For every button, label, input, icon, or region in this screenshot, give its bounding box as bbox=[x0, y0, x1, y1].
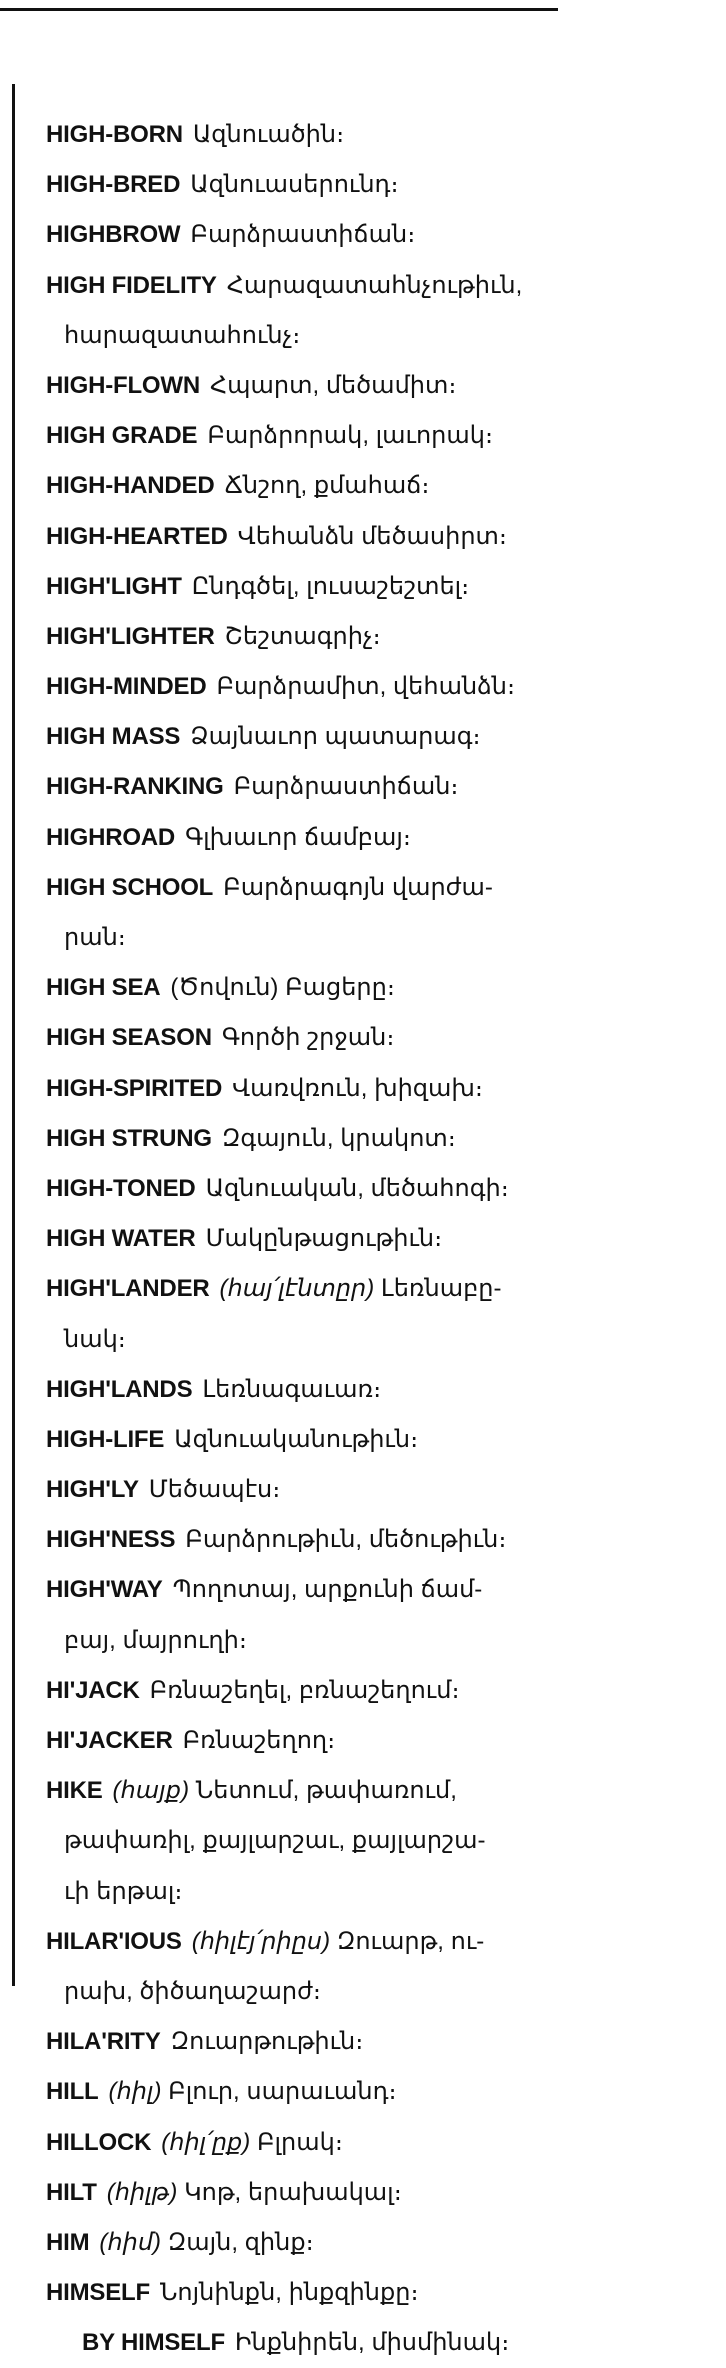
entry-definition: Լեռնագաւառ։ bbox=[202, 1375, 382, 1403]
dictionary-entry bbox=[46, 210, 714, 260]
entry-headword: HIGH SCHOOL bbox=[46, 873, 214, 901]
entry-pronunciation: (հիլ՛ըք) bbox=[161, 2128, 251, 2156]
entry-pronunciation: (հիլթ) bbox=[106, 2178, 178, 2206]
dictionary-entry bbox=[46, 1917, 714, 1967]
entry-definition: Զուարթութիւն։ bbox=[170, 2028, 364, 2056]
entry-headword: HIKE bbox=[46, 1777, 103, 1805]
dictionary-entry bbox=[46, 562, 714, 612]
dictionary-entry bbox=[46, 863, 714, 913]
entry-definition: Բարձրամիտ, վեհանձն։ bbox=[216, 673, 516, 701]
left-column-rule bbox=[12, 84, 15, 1986]
entry-definition: Նոյնինքն, ինքզինքը։ bbox=[159, 2279, 419, 2307]
entry-headword: HILA'RITY bbox=[46, 2028, 161, 2056]
entry-definition: Գործի շրջան։ bbox=[221, 1024, 395, 1052]
entry-headword: HIGH'NESS bbox=[46, 1526, 176, 1554]
entry-headword: HIGH-FLOWN bbox=[46, 371, 200, 399]
entry-headword: HIGH'LANDS bbox=[46, 1375, 193, 1403]
entry-definition: Ճնշող, քմահաճ։ bbox=[224, 472, 430, 500]
entry-continuation: ւի երթալ։ bbox=[64, 1877, 183, 1905]
dictionary-entry bbox=[46, 361, 714, 411]
entry-definition: Լեռնաբը- bbox=[380, 1275, 502, 1303]
dictionary-entry bbox=[46, 461, 714, 511]
dictionary-entry bbox=[46, 110, 714, 160]
entry-headword: HIGH-MINDED bbox=[46, 673, 207, 701]
entry-definition: Շեշտագրիչ։ bbox=[224, 622, 381, 650]
entry-headword: HILAR'IOUS bbox=[46, 1927, 182, 1955]
entry-continuation: թափառիլ, քայլարշաւ, քայլարշա- bbox=[64, 1827, 486, 1855]
entry-definition: Բարձրաստիճան։ bbox=[233, 773, 459, 801]
entry-definition: Վեհանձն մեծասիրտ։ bbox=[237, 522, 507, 550]
entry-pronunciation: (հայ՛լէնտըր) bbox=[219, 1275, 375, 1303]
entry-definition: Զգայուն, կրակոտ։ bbox=[221, 1124, 456, 1152]
entry-continuation: րախ, ծիծաղաշարժ։ bbox=[64, 1977, 321, 2005]
entry-headword: HIGH-TONED bbox=[46, 1174, 196, 1202]
dictionary-entry bbox=[46, 160, 714, 210]
dictionary-entry bbox=[46, 1064, 714, 1114]
dictionary-entry bbox=[46, 762, 714, 812]
dictionary-entry bbox=[46, 1565, 714, 1615]
dictionary-entry bbox=[46, 1515, 714, 1565]
dictionary-entry bbox=[46, 2118, 714, 2168]
entry-pronunciation: (հիմ) bbox=[99, 2228, 162, 2256]
dictionary-entry bbox=[46, 1465, 714, 1515]
dictionary-entry bbox=[46, 1214, 714, 1264]
entry-continuation: բայ, մայրուղի։ bbox=[64, 1626, 247, 1654]
entry-definition: Կոթ, երախակալ։ bbox=[184, 2178, 402, 2206]
entry-definition: Ընդգծել, լուսաշեշտել։ bbox=[191, 572, 470, 600]
dictionary-entry bbox=[46, 1013, 714, 1063]
entry-headword: HIGH'LIGHTER bbox=[46, 622, 215, 650]
dictionary-entry bbox=[46, 1264, 714, 1314]
entry-headword: HIGH-HEARTED bbox=[46, 522, 228, 550]
entry-headword: HIGH'LY bbox=[46, 1476, 139, 1504]
entry-headword: HIGH MASS bbox=[46, 723, 181, 751]
dictionary-entry bbox=[46, 1164, 714, 1214]
entry-headword: HIGH WATER bbox=[46, 1225, 196, 1253]
dictionary-entry bbox=[46, 963, 714, 1013]
entry-headword: HIGH'LANDER bbox=[46, 1275, 210, 1303]
entry-headword: HIGH FIDELITY bbox=[46, 271, 217, 299]
entry-headword: HIGH-BORN bbox=[46, 121, 183, 148]
entry-headword: HIGH SEA bbox=[46, 974, 161, 1002]
entry-definition: Բարձրագոյն վարժա- bbox=[223, 873, 493, 901]
dictionary-entry bbox=[46, 1766, 714, 1816]
dictionary-entry bbox=[46, 612, 714, 662]
entry-headword: HIGHROAD bbox=[46, 823, 176, 851]
entry-headword: HIGH-SPIRITED bbox=[46, 1074, 223, 1102]
entry-continuation: հարազատահունչ։ bbox=[64, 321, 301, 349]
entry-headword: HIMSELF bbox=[46, 2279, 150, 2307]
entry-headword: HIGH GRADE bbox=[46, 422, 198, 450]
entry-definition: Բլրակ։ bbox=[256, 2128, 343, 2156]
dictionary-entries bbox=[46, 110, 714, 2368]
dictionary-entry bbox=[46, 1716, 714, 1766]
entry-headword: HIGH-BRED bbox=[46, 171, 181, 199]
dictionary-entry bbox=[46, 512, 714, 562]
entry-definition: Ազնուասերունդ։ bbox=[190, 171, 399, 199]
entry-headword: HI'JACK bbox=[46, 1676, 140, 1704]
entry-definition: Պողոտայ, արքունի ճամ- bbox=[172, 1576, 483, 1604]
dictionary-entry bbox=[46, 261, 714, 311]
entry-definition: Հարազատահնչութիւն, bbox=[226, 271, 523, 299]
entry-definition: Բարձրաստիճան։ bbox=[190, 221, 416, 249]
entry-continuation: րան։ bbox=[64, 924, 126, 951]
top-rule bbox=[0, 8, 558, 11]
dictionary-entry bbox=[46, 1415, 714, 1465]
dictionary-entry bbox=[46, 2318, 714, 2368]
entry-headword: HIGH STRUNG bbox=[46, 1124, 212, 1152]
entry-definition: Զուարթ, ու- bbox=[336, 1927, 485, 1955]
entry-headword: HIGH-RANKING bbox=[46, 773, 224, 801]
entry-pronunciation: (հայք) bbox=[112, 1777, 190, 1805]
entry-headword: BY HIMSELF bbox=[82, 2329, 225, 2357]
entry-definition: Բարձրութիւն, մեծութիւն։ bbox=[185, 1526, 507, 1554]
dictionary-entry bbox=[46, 2017, 714, 2067]
entry-definition: Հպարտ, մեծամիտ։ bbox=[209, 371, 457, 399]
entry-continuation: նակ։ bbox=[64, 1325, 126, 1353]
entry-definition: Գլխաւոր ճամբայ։ bbox=[185, 823, 411, 851]
dictionary-entry bbox=[46, 662, 714, 712]
entry-headword: HIGHBROW bbox=[46, 221, 181, 249]
entry-definition: Վառվռուն, խիզախ։ bbox=[232, 1074, 484, 1102]
entry-headword: HIGH-LIFE bbox=[46, 1425, 165, 1453]
entry-definition: Բռնաշեղող։ bbox=[182, 1727, 336, 1754]
entry-definition: Բռնաշեղել, բռնաշեղում։ bbox=[149, 1676, 460, 1704]
entry-headword: HILL bbox=[46, 2078, 99, 2106]
entry-headword: HIGH'LIGHT bbox=[46, 572, 182, 600]
entry-headword: HILT bbox=[46, 2178, 97, 2206]
entry-definition: Զայն, զինք։ bbox=[167, 2228, 314, 2256]
entry-pronunciation: (հիլէյ՛րիըս) bbox=[191, 1927, 331, 1955]
entry-definition: Ազնուականութիւն։ bbox=[174, 1425, 419, 1453]
entry-headword: HILLOCK bbox=[46, 2128, 152, 2156]
entry-headword: HIM bbox=[46, 2228, 90, 2256]
dictionary-entry bbox=[46, 1365, 714, 1415]
entry-headword: HIGH-HANDED bbox=[46, 472, 215, 500]
dictionary-entry bbox=[46, 712, 714, 762]
dictionary-entry bbox=[46, 2218, 714, 2268]
entry-headword: HIGH'WAY bbox=[46, 1576, 163, 1604]
entry-definition: Մակընթացութիւն։ bbox=[205, 1225, 443, 1253]
entry-definition: Ազնուածին։ bbox=[192, 121, 345, 148]
dictionary-entry bbox=[46, 1114, 714, 1164]
entry-definition: Մեծապէս։ bbox=[148, 1476, 281, 1504]
entry-definition: Նետում, թափառում, bbox=[195, 1777, 457, 1805]
entry-definition: Ինքնիրեն, միսմինակ։ bbox=[234, 2329, 510, 2357]
entry-definition: Ձայնաւոր պատարագ։ bbox=[190, 723, 481, 751]
dictionary-entry bbox=[46, 2268, 714, 2318]
dictionary-entry bbox=[46, 411, 714, 461]
entry-headword: HIGH SEASON bbox=[46, 1024, 212, 1052]
entry-headword: HI'JACKER bbox=[46, 1727, 173, 1754]
dictionary-entry bbox=[46, 813, 714, 863]
entry-definition: Ազնուական, մեծահոգի։ bbox=[205, 1174, 509, 1202]
entry-definition: Բարձրորակ, լաւորակ։ bbox=[207, 422, 494, 450]
dictionary-entry bbox=[46, 1666, 714, 1716]
entry-definition: (Ծովուն) Բացերը։ bbox=[170, 974, 395, 1002]
entry-pronunciation: (հիլ) bbox=[108, 2078, 162, 2106]
dictionary-entry bbox=[46, 2067, 714, 2117]
entry-definition: Բլուր, սարաւանդ։ bbox=[168, 2078, 397, 2106]
dictionary-entry bbox=[46, 2168, 714, 2218]
